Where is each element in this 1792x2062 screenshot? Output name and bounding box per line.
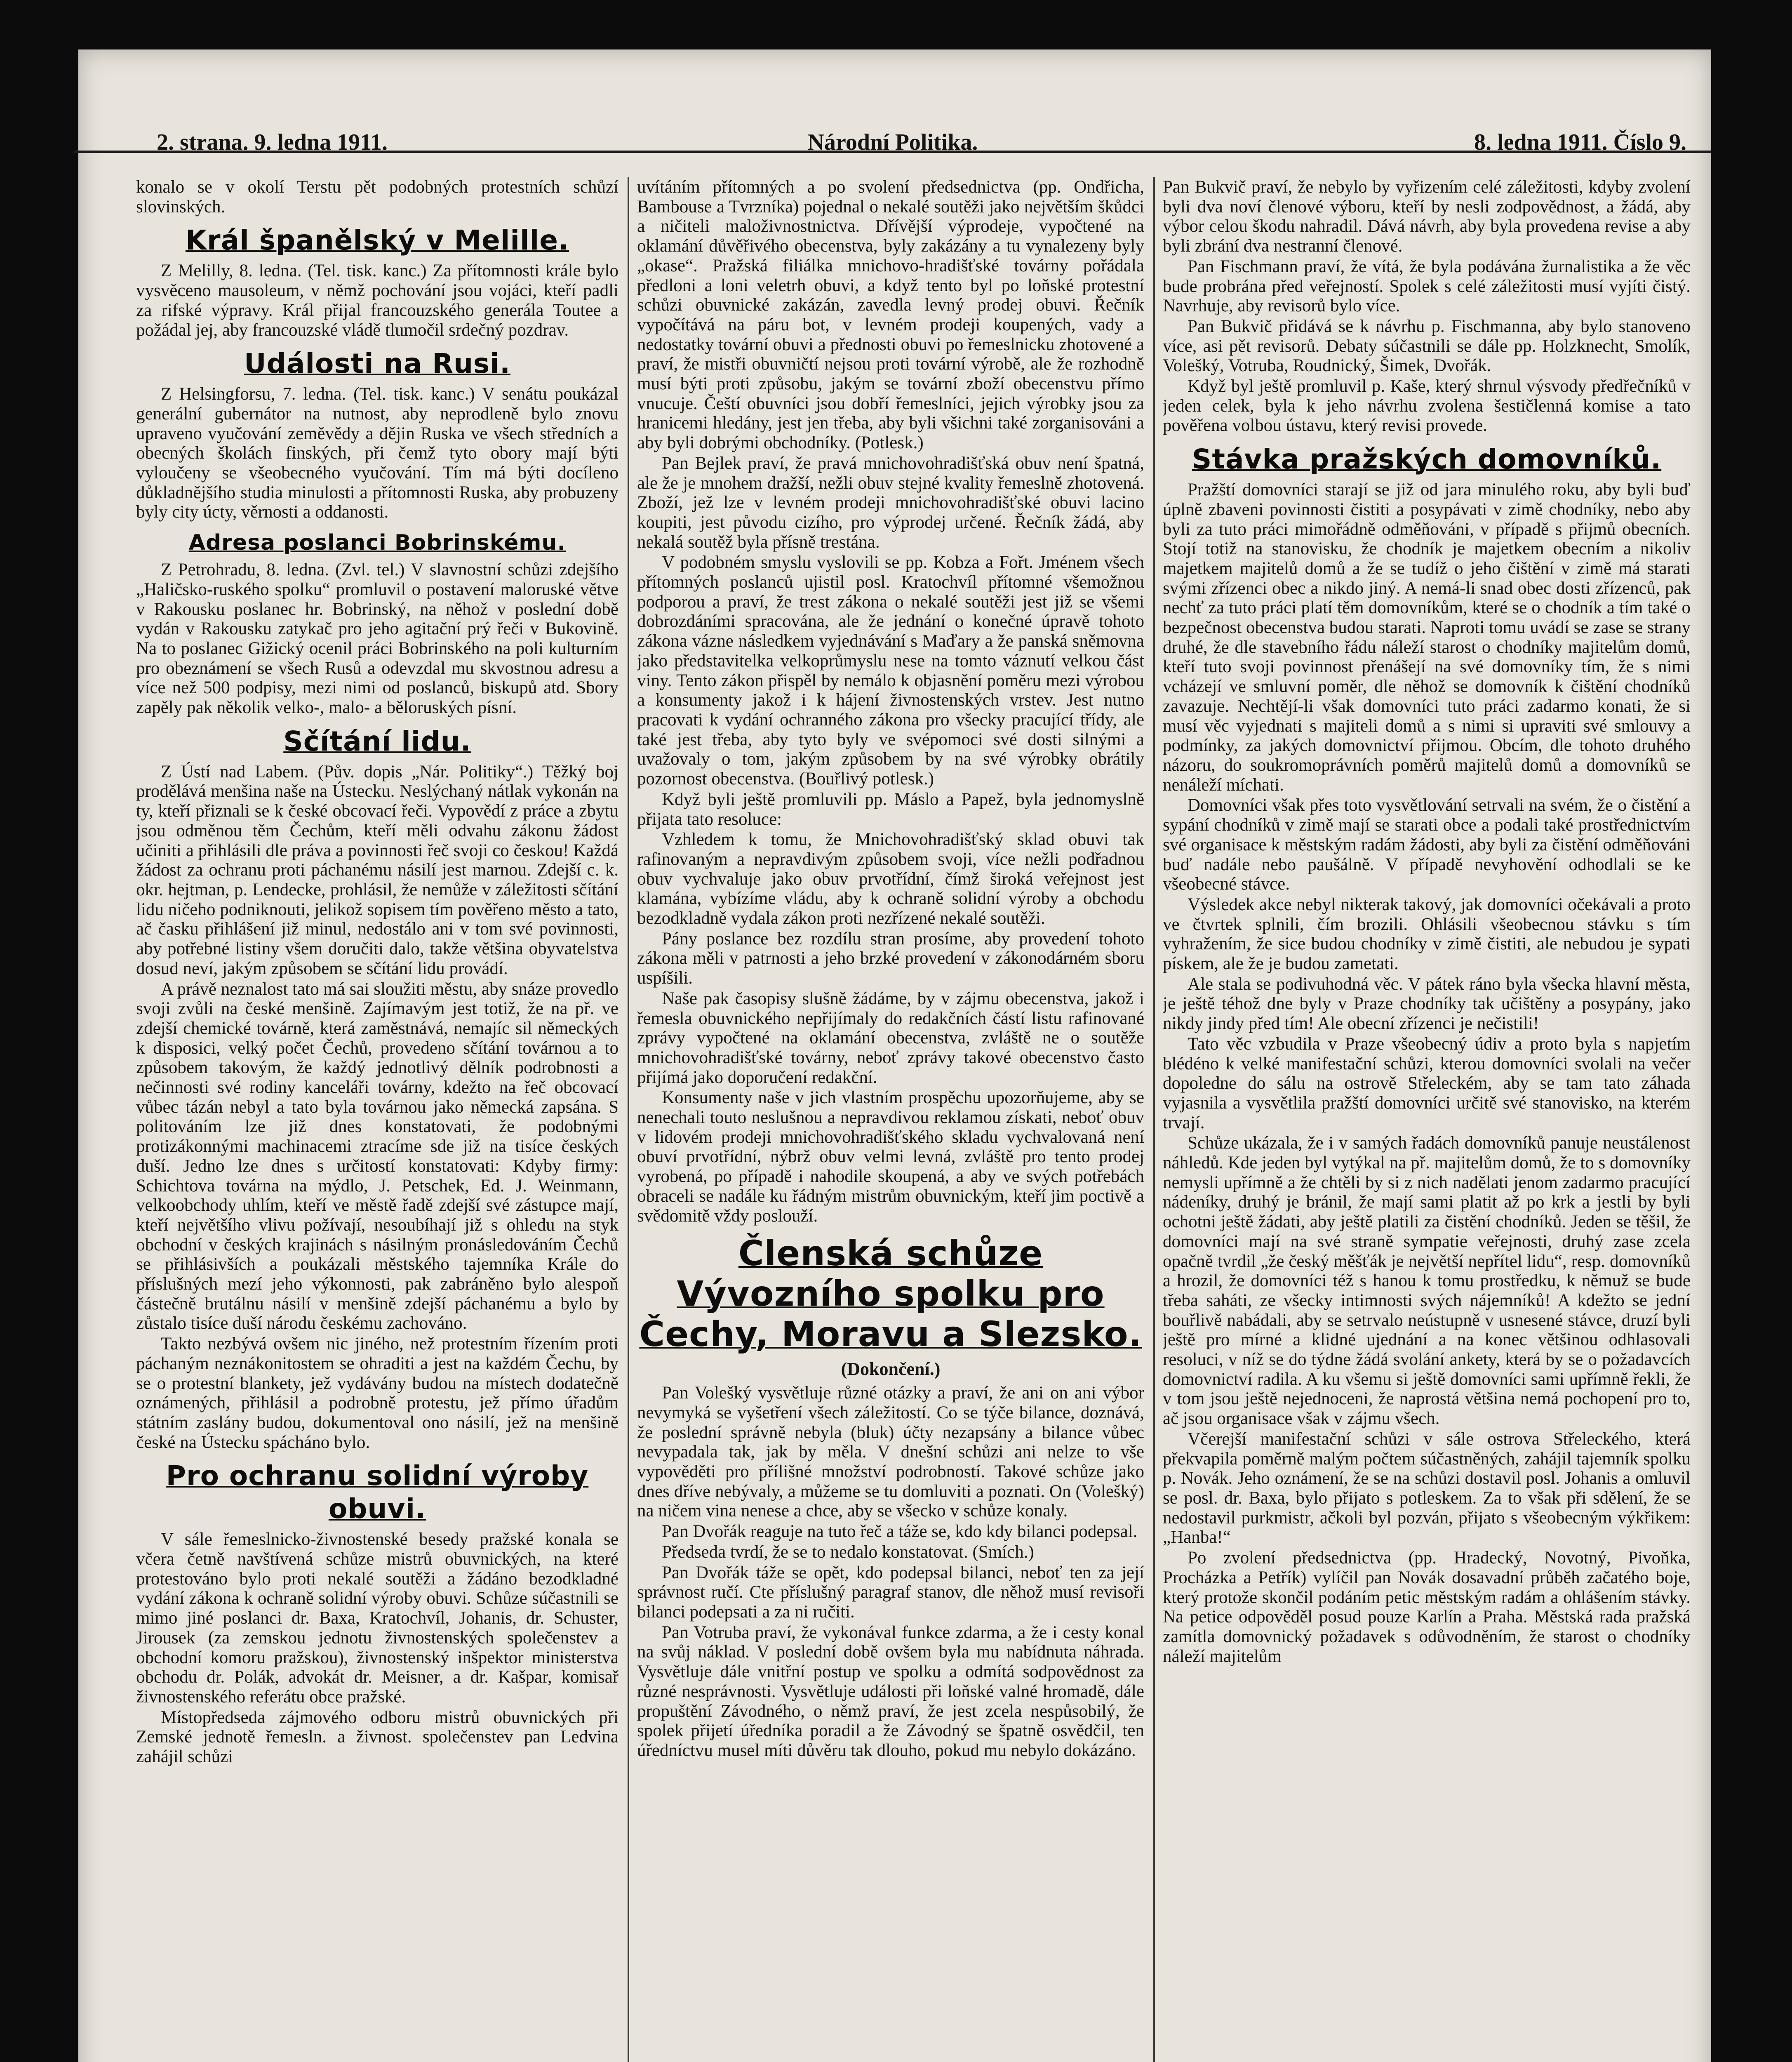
page-header [74,89,1711,153]
article-paragraph: Pan Bejlek praví, že pravá mnichovohradišťská obuv není špatná, ale že je mnohem dražší, nežli obuv stejné kvality řemeslně zhotovená. Zboží, jež lze v levném prodeji mnichovohradišťské obuvi lacino koupiti, jest původu cizího, pro výprodej určené. Řečník žádá, aby nekalá soutěž byla přísně trestána. [637,453,1144,552]
column-rule [1153,177,1155,2062]
article-paragraph: Z Petrohradu, 8. ledna. (Zvl. tel.) V slavnostní schůzi zdejšího „Haličsko-ruského spolku“ promluvil o postavení maloruské větve v Rakousku poslanec hr. Bobrinský, na něhož v poslední době vydán v Rakousku zatykač pro jeho agitační prý řeči v Bukovině. Na to poslanec Gižický ocenil práci Bobrinského na poli kulturním pro obeznámení se všech Rusů a odevzdal mu skvostnou adresu a více než 500 podpisy, mezi nimi od poslanců, biskupů atd. Sbory zapěly pak několik velko-, malo- a běloruských písní. [136,560,618,718]
article [136,224,618,340]
article [136,177,618,217]
article-paragraph: uvítáním přítomných a po svolení předsednictva (pp. Ondřicha, Bambouse a Tvrzníka) pojednal o nekalé soutěži jako největším škůdci a ničiteli maloživnostnictva. Dřívější výprodeje, vypočtené na oklamání důvěřivého obecenstva, byly zakázány a tu vynalezeny byly „okase“. Pražská filiálka mnichovo-hradišťské továrny pořádala předloni a loni veletrh obuvi, a když tento byl po loňské protestní schůzi obuvnické zakázán, zavedla levný prodej obuvi. Řečník vypočítává na páru bot, v levném prodeji koupených, vady a nedostatky tovární obuvi a přednosti obuvi po řemeslnicku zhotovené a praví, že mistři obuvničtí nejsou proti tovární výrobě, ale že rozhodně musí býti proti způsobu, jakým se tovární zboží obecenstvu přímo vnucuje. Čeští obuvníci jsou dobří řemeslníci, jejich výrobky jsou za hranicemi hledány, jest jen třeba, aby byli všichni také zorganisováni a aby byli dobrými obchodníky. (Potlesk.) [637,177,1144,453]
article-paragraph: Když byl ještě promluvil p. Kaše, který shrnul výsvody předřečníků v jeden celek, byla k jeho návrhu zvolena šestičlenná komise a tato pověřena volbou ústavu, který revisi provede. [1163,377,1691,435]
article-paragraph: Když byli ještě promluvili pp. Máslo a Papež, byla jednomyslně přijata tato resoluce: [637,789,1144,829]
article-headline: Sčítání lidu. [283,725,471,757]
masthead-title: Národní Politika. [807,129,978,155]
article-paragraph: Z Ústí nad Labem. (Pův. dopis „Nár. Politiky“.) Těžký boj prodělává menšina naše na Ústecku. Neslýchaný nátlak vykonán na ty, kteří přiznali se k české obcovací řeči. Vypovědí z práce a zbytu jsou odměnou těm Čechům, kteří měli odvahu zákonu žádost učiniti a přihlásili dle práva a povinnosti řeč svoji co českou! Každá žádost za ochranu proti páchanému násilí jest marnou. Zdejší c. k. okr. hejtman, p. Lendecke, prohlásil, že nemůže v záležitosti sčítání lidu ničeho podniknouti, jelikož sopisem tím pověřeno město a tato, ač časku přihlášení již minul, nedostálo ani v tom své povinnosti, aby potřebné listiny všem doručiti dalo, takže většina obyvatelstva dosud neví, jakým způsobem se sčítání lidu provádí. [136,762,618,978]
article-paragraph: Pan Dvořák táže se opět, kdo podepsal bilanci, neboť ten za její správnost ručí. Cte příslušný paragraf stanov, dle něhož musí revisoři bilanci podepsati a za ni ručiti. [637,1563,1144,1622]
article-paragraph: Tato věc vzbudila v Praze všeobecný údiv a proto byla s napjetím blédéno k velké manifestační schůzi, kterou domovníci svolali na večer dopoledne do sálu na ostrově Střeleckém, aby se tam tato záhada vyjasnila a vysvětlila pražští domovníci určitě své stanovisko, na kterém trvají. [1163,1034,1691,1132]
article-paragraph: konalo se v okolí Terstu pět podobných protestních schůzí slovinských. [136,177,618,217]
article-subheading: (Dokončení.) [841,1359,941,1379]
article-paragraph: Pražští domovníci starají se již od jara minulého roku, aby byli buď úplně zbaveni povinnosti čistiti a posypávati v zimě chodníky, nebo aby byli za tuto práci mimořádně odměňováni, v případě s přijmů obecních. Stojí totiž na stanovisku, že chodník je majetkem obecním a nikoliv majetkem majitelů domů a že se tudíž o jeho čištění v zimě má starati svými zřízenci obec a nikdo jiný. A nemá-li snad obec dosti zřízenců, pak nechť za tuto práci platí těm domovníkům, které se o chodník a tím také o bezpečnost obecenstva budou starati. Naproti tomu uvádí se zase se strany druhé, že dle stavebního řádu náleží starost o chodníky majitelům domů, kteří tuto svoji povinnost přenášejí na své domovníky tím, že s nimi vcházejí ve smluvní poměr, dle něhož se domovník k čištění chodníků zavazuje. Nechtějí-li však domovníci tuto práci zadarmo konati, že si musí věc vyjednati s majiteli domů a s nimi si upraviti své smlouvy a podmínky, za jakých domovnictví přijmou. Obcím, dle tohoto druhého názoru, do soukromoprávních poměrů majitelů domů a domovníků se nenáleží míchati. [1163,480,1691,795]
article-paragraph: Pan Bukvič praví, že nebylo by vyřizením celé záležitosti, kdyby zvolení byli dva noví členové výboru, kteří by nesli zodpovědnost, a žádá, aby výbor celou škodu nahradil. Dává návrh, aby byla provedena revise a aby byli zbrání dva nestranní členové. [1163,177,1691,256]
article-headline: Stávka pražských domovníků. [1192,443,1662,475]
article-paragraph: Schůze ukázala, že i v samých řadách domovníků panuje neustálenost náhledů. Kde jeden byl vytýkal na př. majitelům domů, že to s domovníky nemysli upřímně a že chtěli by si z nich nadělati jenom zadarmo pracující nádeníky, druhý je bránil, že mají sami platit až po krk a jestli by byli ochotni ještě žádati, aby ještě platili za čistění chodníků. Jeden se těšil, že domovníci mají na své straně sympatie veřejnosti, druhý zase zcela opačně tvrdil „že český měšťák je největší nepřítel lidu“, resp. domovníků a hrozil, že domovníci též s hanou k tomu prostředku, k němuž se bude třeba saháti, ze všecky intimnosti svých nájemníků! A kdežto se jední bouřlivě nabádali, aby se setrvalo neústupně v usnesené stávce, druzí byli ještě pro mírné a klidné ujednání a na konec většinou odhlasovali resoluci, v níž se do týdne žádá svolání ankety, která by se o požadavcích domovnictví radila. A ku všemu si ještě domovníci sami upřímně řekli, že v tom jsou ještě nejednoceni, že naprostá většina nemá pochopení pro to, ač jsou organisace však v zájmu všech. [1163,1133,1691,1429]
article-headline: Pro ochranu solidní výroby obuvi. [166,1460,589,1525]
article-paragraph: Místopředseda zájmového odboru mistrů obuvnických při Zemské jednotě řemesln. a živnost. společenstev pan Ledvina zahájil schůzi [136,1707,618,1767]
article-paragraph: Z Helsingforsu, 7. ledna. (Tel. tisk. kanc.) V senátu poukázal generální gubernátor na nutnost, aby neprodleně bylo znovu upraveno vyučování zeměvědy a dějin Ruska ve všech středních a obecných školách finských, při čemž tyto obory mají býti vyloučeny se všeobecného vyučování. Tím má býti docíleno důkladnějšího studia minulosti a přítomnosti Ruska, aby probuzeny byly city úcty, věrnosti a oddanosti. [136,384,618,522]
article-paragraph: Pány poslance bez rozdílu stran prosíme, aby provedení tohoto zákona měli v patrnosti a jeho brzké provedení v zákonodárném sboru uspíšili. [637,929,1144,988]
article-paragraph: V sále řemeslnicko-živnostenské besedy pražské konala se včera četně navštívená schůze mistrů obuvnických, na které protestováno bylo proti nekalé soutěži a žádáno bezodkladné vydání zákona k ochraně solidní výroby obuvi. Schůze súčastnili se mimo jiné poslanci dr. Baxa, Kratochvíl, Johanis, dr. Schuster, Jirousek (za zemskou jednotu živnostenských společenstev a obchodní komoru pražskou), živnostenský inšpektor ministerstva obchodu dr. Polák, advokát dr. Meisner, a dr. Kašpar, komisař živnostenského referátu obce pražské. [136,1530,618,1707]
column-1 [136,177,618,2062]
issue-date-number: 8. ledna 1911. Číslo 9. [1474,129,1686,155]
article [136,347,618,522]
article [136,1459,618,1766]
article-paragraph: Vzhledem k tomu, že Mnichovohradišťský sklad obuvi tak rafinovaným a nepravdivým způsobem svoji, více nežli podřadnou obuv vychvaluje jako obuv prvotřídní, čímž široká veřejnost jest klamána, vybízíme vládu, aby k ochraně solidní výroby a obchodu bezodkladně vydala zákon proti nezřízené nekalé soutěži. [637,830,1144,928]
article-paragraph: Naše pak časopisy slušně žádáme, by v zájmu obecenstva, jakož i řemesla obuvnického nepřijímaly do redakčních částí listu rafinované zprávy vypočtené na oklamání obecenstva, zvláště ne o soutěže mnichovohradišťské továrny, neboť zprávy takové obecenstvo často přijímá jako doporučení redakční. [637,989,1144,1087]
page-number-date: 2. strana. 9. ledna 1911. [157,129,388,155]
article [1163,443,1691,1666]
article-paragraph: Výsledek akce nebyl nikterak takový, jak domovníci očekávali a proto ve čtvrtek splnili, čím brozili. Ohlásili všeobecnou stávku s tím vyhražením, že sice budou chodníky v zimě čistiti, ale nebudou je sypati pískem, ale že je budou zametati. [1163,894,1691,974]
article [136,530,618,718]
article-paragraph: V podobném smyslu vyslovili se pp. Kobza a Fořt. Jménem všech přítomných poslanců ujistil posl. Kratochvíl přítomné všemožnou podporou a praví, že trest zákona o nekalé soutěži jest již se všemi dobrozdáními spracována, ale že jednání o konečné úpravě tohoto zákona vázne následkem vyjednávání s Maďary a že panská sněmovna jako představitelka velkoprůmyslu nese na tomto váznutí velkou část viny. Tento zákon přispěl by nemálo k objasnění poměru mezi výrobou a konsumenty jakož i k hájení živnostenských vrstev. Jest nutno pracovati k vydání ochranného zákona pro všecky pracující třídy, ale také jest třeba, aby tyto byly ve svépomoci své dosti silnými a uvažovaly o tom, jakým způsobem by na své výrobky obrátily pozornost obecenstva. (Bouřlivý potlesk.) [637,553,1144,789]
article-paragraph: A právě neznalost tato má sai sloužiti městu, aby snáze provedlo svoji zvůli na české menšině. Zajímavým jest totiž, že na př. ve zdejší chemické továrně, která zaměstnává, nemajíc sil německých k disposici, velký počet Čechů, provedeno sčítání továrnou a to způsobem takovým, že každý jednotlivý dělník podrobnosti a nečinnosti své rodiny kanceláři továrny, kdežto na řeč obcovací vůbec tázán nebyl a tato byla továrnou jako německá zapsána. S politováním lze již dnes konstatovati, že podobnými protizákonnými machinacemi ztracíme sde již na tisíce českých duší. Jedno lze dnes s určitostí konstatovati: Kdyby firmy: Schichtova továrna na mýdlo, J. Petschek, Ed. J. Weinmann, velkoobchody uhlím, kteří ve městě řadě zdejší své zástupce mají, kteří největšího vlivu požívají, nesoubíhají již s ohledu na styk obchodní v českých krajinách s násilným pronásledováním Čechů se přihlásivších a poukázali městského tajemníka Krále do příslušných mezí jeho výkonnosti, pak zabráněno bylo alespoň částečně brutálnu násilí v menšině zdejší páchanému a bylo by zůstalo tisíce duší národu českému zachováno. [136,979,618,1333]
column-2 [637,177,1144,2062]
column-3 [1163,177,1691,2062]
article [637,1233,1144,1760]
article-paragraph: Pan Bukvič přidává se k návrhu p. Fischmanna, aby bylo stanoveno více, asi pět revisorů. Debaty súčastnili se dále pp. Holzknecht, Smolík, Volešký, Votruba, Roudnický, Šimek, Dvořák. [1163,316,1691,376]
article [136,725,618,1452]
article-headline: Členská schůze Vývozního spolku pro Čechy, Moravu a Slezsko. [639,1233,1142,1355]
column-rule [628,177,629,2062]
article-paragraph: Pan Volešký vysvětluje různé otázky a praví, že ani on ani výbor nevymyká se vyšetření všech záležitostí. Co se týče bilance, doznává, že poslední správně nebyla (bluk) účty nezapsány a bilance vůbec nevypadala tak, jak by měla. V dnešní schůzi ani nelze to vše vypověděti pro přílišné množství podrobností. Takové schůze jako dnes dříve nebývaly, a můžeme se tu domluviti a poznati. On (Volešký) na ničem vina nenese a chce, aby se všecko v schůze konaly. [637,1383,1144,1521]
article-paragraph: Z Melilly, 8. ledna. (Tel. tisk. kanc.) Za přítomnosti krále bylo vysvěceno mausoleum, v němž pochování jsou vojáci, kteří padli za rifské výpravy. Král přijal francouzského generála Toutee a požádal jej, aby francouzské vládě tlumočil srdečný pozdrav. [136,261,618,340]
article-paragraph: Po zvolení předsednictva (pp. Hradecký, Novotný, Pivoňka, Procházka a Petřík) vylíčil pan Novák dosavadní průběh začatého boje, který protože skončil podáním petic městským radám a ohlášením stávky. Na petice odpověděl posud pouze Karlín a Praha. Městská rada pražská zamítla domovnický požadavek s odůvodněním, že starost o chodníky náleží majitelům [1163,1548,1691,1666]
article-headline: Události na Rusi. [244,348,511,380]
article-paragraph: Pan Fischmann praví, že vítá, že byla podávána žurnalistika a že věc bude probrána před veřejností. Spolek s celé záležitosti musí vyjíti čistý. Navrhuje, aby revisorů bylo více. [1163,257,1691,316]
article-paragraph: Pan Votruba praví, že vykonával funkce zdarma, a že i cesty konal na svůj náklad. V poslední době ovšem byla mu nabídnuta náhrada. Vysvětluje dále vnitřní postup ve spolku a odmítá sodpovědnost za různé nesprávnosti. Vysvětluje události při loňské valné hromadě, dále propuštění Závodného, o němž praví, že jest zcela nespůsobilý, že spolek přijetí úředníka poradil a že Závodný se špatně osvědčil, ten úředníctvu musel míti důvěru tak dlouho, pokud mu nebylo dokázáno. [637,1622,1144,1760]
article-headline: Král španělský v Melille. [185,224,569,257]
article [637,177,1144,1226]
article-paragraph: Včerejší manifestační schůzi v sále ostrova Střeleckého, která překvapila poměrně malým počtem súčastněných, zahájil tajemník spolku p. Novák. Jeho oznámení, že se na schůzi dostavil posl. Johanis a omluvil se posl. dr. Baxa, bylo přijato s potleskem. Za to však při sdělení, že se nedostavil purkmistr, ačkoli byl pozván, přijato s všeobecným výkřikem: „Hanba!“ [1163,1429,1691,1547]
article-paragraph: Pan Dvořák reaguje na tuto řeč a táže se, kdo kdy bilanci podepsal. [662,1522,1138,1542]
article-paragraph: Předseda tvrdí, že se to nedalo konstatovat. (Smích.) [662,1542,1034,1562]
article-paragraph: Domovníci však přes toto vysvětlování setrvali na svém, že o čistění a sypání chodníků v zimě mají se starati obce a podali také prostřednictvím své organisace k městským radám žádosti, aby byli za čistění odměňováni buď nadále nebo paušálně. V případě nevyhovění odhodlali se ke všeobecné stávce. [1163,796,1691,894]
article-paragraph: Konsumenty naše v jich vlastním prospěchu upozorňujeme, aby se nenechali touto neslušnou a nepravdivou reklamou získati, neboť obuv v lidovém prodeji mnichovohradišťského skladu vychvalovaná není obuví prvotřídní, nýbrž obuv velmi levná, zvláště pro tento prodej vyrobená, po případě i nahodile skoupená, a aby ve svých potřebách obraceli se nadále ku řádným mistrům obuvnickým, kteří jim poctivě a svědomitě vždy poslouží. [637,1088,1144,1226]
article-paragraph: Ale stala se podivuhodná věc. V pátek ráno byla všecka hlavní města, je ještě téhož dne byly v Praze chodníky tak učištěny a posypány, jako nikdy jindy před tím! Ale obecní zřízenci je nečistili! [1163,974,1691,1033]
article-paragraph: Takto nezbývá ovšem nic jiného, než protestním řízením proti páchaným neznákonitostem se ohraditi a jest na každém Čechu, by se o protestní blankety, jež vydávány budou na místech dodatečně oznámených, přihlásil a podrobně protestu, jež přímo úřadům státním zaslány budou, dokumentoval ono násilí, jež na menšině české na Ústecku spácháno bylo. [136,1334,618,1452]
article-headline: Adresa poslanci Bobrinskému. [188,530,566,556]
article [1163,177,1691,435]
